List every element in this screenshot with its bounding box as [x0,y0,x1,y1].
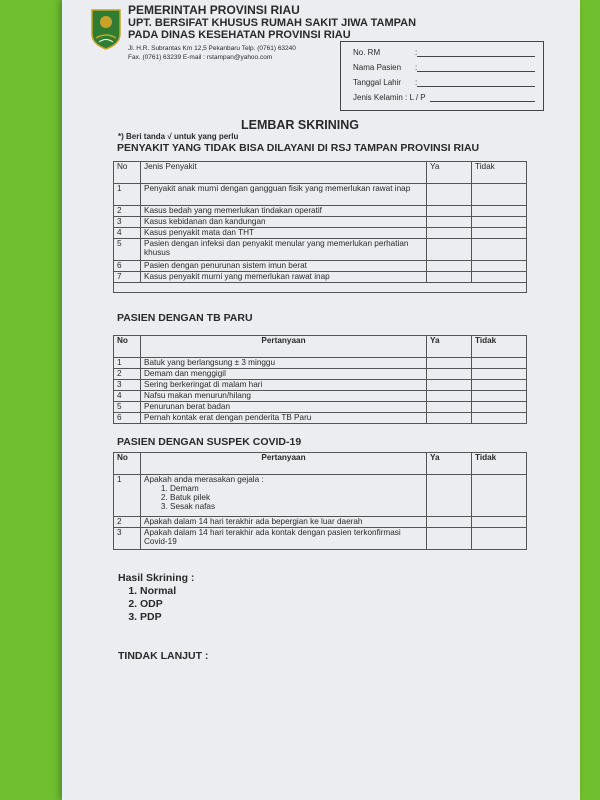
table-row: 1 Penyakit anak murni dengan gangguan fisik yang memerlukan rawat inap [114,184,527,206]
letterhead-line3: PADA DINAS KESEHATAN PROVINSI RIAU [128,29,351,41]
check-ya[interactable] [427,369,472,380]
check-tidak[interactable] [472,391,527,402]
table-header-row: No Pertanyaan Ya Tidak [114,336,527,358]
hasil-skrining [118,572,194,624]
check-ya[interactable] [427,184,472,206]
section3-title: PASIEN DENGAN SUSPEK COVID-19 [117,436,302,448]
check-tidak[interactable] [472,261,527,272]
letterhead-line1: PEMERINTAH PROVINSI RIAU [128,3,300,17]
check-ya[interactable] [427,217,472,228]
tindak-lanjut-label: TINDAK LANJUT : [118,650,209,662]
check-tidak[interactable] [472,228,527,239]
table-row: 2 Kasus bedah yang memerlukan tindakan operatif [114,206,527,217]
table-row: 7 Kasus penyakit murni yang memerlukan rawat inap [114,272,527,283]
check-ya[interactable] [427,391,472,402]
check-ya[interactable] [427,228,472,239]
check-tidak[interactable] [472,413,527,424]
section1-title: PENYAKIT YANG TIDAK BISA DILAYANI DI RSJ TAMPAN PROVINSI RIAU [117,142,480,154]
list-item[interactable]: 2. ODP [140,598,194,611]
hasil-list [118,585,194,624]
list-item[interactable]: 1. Normal [140,585,194,598]
check-tidak[interactable] [472,206,527,217]
table-header-row: No Pertanyaan Ya Tidak [114,453,527,475]
check-tidak[interactable] [472,380,527,391]
tgl-field[interactable]: Tanggal Lahir : [341,72,543,87]
symptom-list [144,484,423,511]
check-tidak[interactable] [472,358,527,369]
list-item[interactable]: 3. PDP [140,611,194,624]
nama-field[interactable]: Nama Pasien : [341,57,543,72]
check-tidak[interactable] [472,402,527,413]
question-text: Apakah anda merasakan gejala : [144,475,264,484]
check-ya[interactable] [427,413,472,424]
table-row: 4 Nafsu makan menurun/hilang [114,391,527,402]
check-tidak[interactable] [472,528,527,550]
check-ya[interactable] [427,358,472,369]
check-tidak[interactable] [472,239,527,261]
jk-field[interactable]: Jenis Kelamin : L / P [341,87,543,102]
check-ya[interactable] [427,528,472,550]
table-row: 5 Pasien dengan infeksi dan penyakit menular yang memerlukan perhatian khusus [114,239,527,261]
table-row: 3 Sering berkeringat di malam hari [114,380,527,391]
section3-table [113,452,527,550]
hasil-title: Hasil Skrining : [118,572,195,584]
letterhead [128,4,416,42]
rm-field[interactable]: No. RM : [341,42,543,57]
check-tidak[interactable] [472,517,527,528]
page-title: LEMBAR SKRINING [240,118,360,132]
table-row: 3 Apakah dalam 14 hari terakhir ada kontak dengan pasien terkonfirmasi Covid-19 [114,528,527,550]
table-header-row: No Jenis Penyakit Ya Tidak [114,162,527,184]
table-row: 6 Pernah kontak erat dengan penderita TB Paru [114,413,527,424]
table-row: 4 Kasus penyakit mata dan THT [114,228,527,239]
check-ya[interactable] [427,272,472,283]
patient-id-box [340,41,544,111]
instruction-note: *) Beri tanda √ untuk yang perlu [118,132,239,141]
letterhead-address [128,44,296,62]
check-ya[interactable] [427,261,472,272]
table-row [114,283,527,293]
table-row: 5 Penurunan berat badan [114,402,527,413]
address-line2: Fax. (0761) 63239 E-mail : rstampan@yahoo.com [128,54,273,61]
table-row: 3 Kasus kebidanan dan kandungan [114,217,527,228]
table-row: 6 Pasien dengan penurunan sistem imun berat [114,261,527,272]
riau-logo-icon [90,8,122,50]
list-item: 1. Demam [170,484,423,493]
check-ya[interactable] [427,517,472,528]
check-tidak[interactable] [472,184,527,206]
check-ya[interactable] [427,239,472,261]
section1-table [113,161,527,293]
table-row: 1 Batuk yang berlangsung ± 3 minggu [114,358,527,369]
list-item: 2. Batuk pilek [170,493,423,502]
section2-table [113,335,527,424]
section2-title: PASIEN DENGAN TB PARU [117,312,253,324]
check-tidak[interactable] [472,272,527,283]
check-tidak[interactable] [472,369,527,380]
check-tidak[interactable] [472,475,527,517]
list-item: 3. Sesak nafas [170,502,423,511]
address-line1: Jl. H.R. Subrantas Km 12,5 Pekanbaru Telp. (0761) 63240 [128,45,296,52]
check-ya[interactable] [427,206,472,217]
check-ya[interactable] [427,380,472,391]
table-row: 1 Apakah anda merasakan gejala : 1. Demam 2. Batuk pilek 3. Sesak nafas [114,475,527,517]
letterhead-line2: UPT. BERSIFAT KHUSUS RUMAH SAKIT JIWA TAMPAN [128,16,417,29]
check-ya[interactable] [427,475,472,517]
table-row: 2 Apakah dalam 14 hari terakhir ada bepergian ke luar daerah [114,517,527,528]
check-ya[interactable] [427,402,472,413]
table-row: 2 Demam dan menggigil [114,369,527,380]
check-tidak[interactable] [472,217,527,228]
